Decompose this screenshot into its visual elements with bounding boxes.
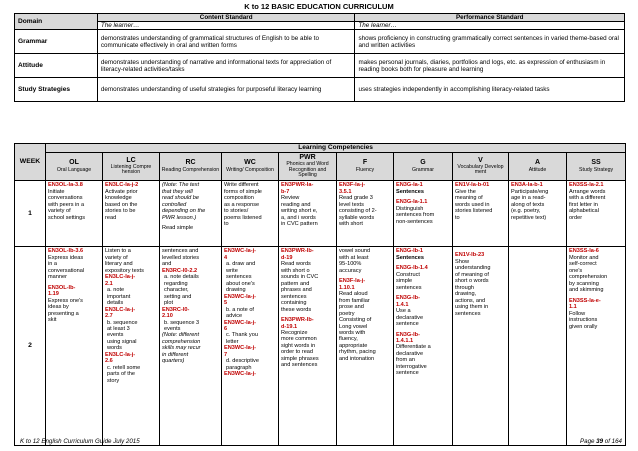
competency-text: writing short e, xyxy=(281,208,318,215)
content-standard-header: Content Standard xyxy=(97,14,355,22)
competency-text: manner xyxy=(48,274,67,281)
competency-text: simple phrases xyxy=(281,355,319,362)
competency-text: alphabetical xyxy=(569,208,599,215)
competency-code: EN3WC-Ia-j- xyxy=(224,371,257,378)
competency-text: Read simple xyxy=(162,225,194,232)
performance-standard-grammar: shows proficiency in constructing grammatically correct sentences in varied theme-based oral and written activities xyxy=(355,30,625,54)
competency-text: of meaning of xyxy=(455,271,489,278)
competency-code: EN3OL-Ib-3.6 xyxy=(48,248,84,255)
competency-text: school settings xyxy=(48,214,86,221)
competency-cell-wc xyxy=(222,247,279,446)
competency-text: fluency, xyxy=(339,336,358,343)
competency-text: reading and xyxy=(281,201,311,208)
competency-text: Sentences xyxy=(396,254,424,261)
competency-cell-g xyxy=(394,247,453,446)
competency-text: plot xyxy=(164,300,174,307)
competency-text: order xyxy=(569,214,583,221)
competency-text: Long vowel xyxy=(339,323,368,330)
competency-code: EN3OL-Ib- xyxy=(48,284,76,291)
column-code: A xyxy=(534,159,541,167)
competency-text: regarding xyxy=(164,280,188,287)
column-header-g xyxy=(394,152,453,181)
column-name: Phonics and Word Recognition and Spelling xyxy=(286,160,329,179)
competency-text: rhythm, pacing xyxy=(339,349,376,356)
competency-text: Monitor and xyxy=(569,254,599,261)
competency-cell-ol xyxy=(46,247,103,446)
competency-text: actions, and xyxy=(455,297,486,304)
competency-text: one's xyxy=(569,267,583,274)
competency-text: phrases and xyxy=(281,287,312,294)
competency-text: based on the xyxy=(105,201,138,208)
competency-text: levelled stories xyxy=(162,254,199,261)
competency-text: read should be xyxy=(162,195,200,202)
competency-text: events xyxy=(107,332,124,339)
competency-code: 2.10 xyxy=(162,313,173,320)
competency-text: stories listened xyxy=(455,208,493,215)
competency-text: presenting a xyxy=(48,310,79,317)
competency-text: Follow xyxy=(569,310,586,317)
competency-text: skit xyxy=(48,317,57,324)
competency-code: EN3A-Ia-b-1 xyxy=(511,182,543,189)
competency-code: EN3PWR-Ib- xyxy=(281,248,314,255)
column-code: RC xyxy=(185,159,196,167)
competency-text: d. descriptive xyxy=(226,358,259,365)
competency-code: EN3G-Ia-1 xyxy=(396,182,423,189)
competency-code: 1.1 xyxy=(569,304,577,311)
competency-text: parts of the xyxy=(107,371,135,378)
competency-text: Consisting of xyxy=(339,317,372,324)
competency-text: skills may recur xyxy=(162,345,201,352)
competency-text: as a response xyxy=(224,201,260,208)
competency-text: details xyxy=(107,300,124,307)
competency-text: declarative xyxy=(396,314,424,321)
competency-text: to stories/ xyxy=(224,208,249,215)
competency-code: EN3LC-Ia-j- xyxy=(105,351,136,358)
competency-text: forms of simple xyxy=(224,188,262,195)
competency-code: 1.10.1 xyxy=(339,284,355,291)
competency-text: variety of xyxy=(48,208,71,215)
competency-text: with short o xyxy=(281,267,310,274)
competency-text: comprehension xyxy=(569,274,608,281)
competency-text: a. draw and xyxy=(226,261,256,268)
competency-cell-v xyxy=(453,247,509,446)
column-name: Study Strategy xyxy=(579,166,614,173)
competency-cell-lc xyxy=(103,181,160,247)
competency-text: that they will xyxy=(162,188,193,195)
competency-code: EN1V-Ib-23 xyxy=(455,252,485,259)
competency-text: containing xyxy=(281,300,307,307)
competency-text: pattern and xyxy=(281,280,310,287)
competency-text: (Note: The text xyxy=(162,182,199,189)
column-code: PWR xyxy=(299,153,316,161)
competency-cell-ol xyxy=(46,181,103,247)
column-code: SS xyxy=(591,159,601,167)
column-name: Oral Language xyxy=(56,166,92,173)
competency-cell-ss xyxy=(567,181,626,247)
column-header-wc xyxy=(222,152,279,181)
performance-standard-header: Performance Standard xyxy=(355,14,625,22)
competency-code: 6 xyxy=(224,326,228,332)
competency-text: a, and i words xyxy=(281,214,316,221)
competency-code: EN3WC-Ia-j- xyxy=(224,319,257,326)
competency-text: in CVC pattern xyxy=(281,221,318,228)
competency-code: EN3F-Ia-j- xyxy=(339,278,366,285)
footer-guide-title: K to 12 English Curriculum Guide July 2015 xyxy=(20,438,140,445)
week-header: WEEK xyxy=(15,144,46,181)
column-name: Grammar xyxy=(412,166,434,173)
competency-code: EN3PWR-Ib- xyxy=(281,317,314,324)
competency-code: 3.5.1 xyxy=(339,188,352,195)
column-code: LC xyxy=(126,156,136,164)
competency-text: Read aloud xyxy=(339,291,368,298)
competency-cell-ss xyxy=(567,247,626,446)
column-header-f xyxy=(337,152,394,181)
domain-study-strategies: Study Strategies xyxy=(15,78,98,102)
competency-text: about one's xyxy=(226,280,255,287)
competency-text: self-correct xyxy=(569,261,597,268)
competency-text: Arrange words xyxy=(569,188,606,195)
competency-text: drawing, xyxy=(455,291,477,298)
competency-code: 2.6 xyxy=(105,358,113,365)
competency-cell-pwr xyxy=(279,181,337,247)
standards-table xyxy=(14,13,625,102)
competency-code: b-7 xyxy=(281,188,290,195)
competency-code: 2.7 xyxy=(105,313,113,320)
performance-standard-subheader: The learner… xyxy=(355,22,625,30)
competency-code: EN3WC-Ia-j- xyxy=(224,248,257,255)
competency-text: comprehension xyxy=(162,338,201,345)
competency-text: poems listened xyxy=(224,214,262,221)
column-name: Vocabulary Develop ment xyxy=(457,163,504,176)
competency-text: prose and xyxy=(339,304,364,311)
competency-text: setting and xyxy=(164,293,192,300)
competency-text: knowledge xyxy=(105,195,132,202)
competency-code: EN1V-Ia-b-01 xyxy=(455,182,490,189)
column-header-ss xyxy=(567,152,626,181)
competency-text: PWR lesson.) xyxy=(162,214,197,221)
competency-cell-v xyxy=(453,181,509,247)
competency-text: simple xyxy=(396,278,413,285)
competency-text: c. retell some xyxy=(107,364,141,371)
competency-text: declarative xyxy=(396,350,424,357)
domain-attitude: Attitude xyxy=(15,54,98,78)
competency-text: expository texts xyxy=(105,267,144,274)
competency-text: Differentiate a xyxy=(396,344,431,351)
competency-text: Sentences xyxy=(396,188,424,195)
competency-text: read xyxy=(105,214,117,221)
competency-cell-f xyxy=(337,247,394,446)
competency-code: d-19 xyxy=(281,254,293,261)
competency-text: along of texts xyxy=(511,201,545,208)
page-title: K to 12 BASIC EDUCATION CURRICULUM xyxy=(244,2,394,11)
competency-text: with at least xyxy=(339,254,369,261)
column-header-pwr xyxy=(279,152,337,181)
competency-text: stories to be xyxy=(105,208,136,215)
competency-text: (e.g. poetry, xyxy=(511,208,541,215)
competency-text: non-sentences xyxy=(396,218,433,225)
competency-text: first letter in xyxy=(569,201,598,208)
competency-cell-rc xyxy=(160,181,222,247)
competency-code: EN3OL-Ia-3.8 xyxy=(48,182,83,189)
competency-code: 4 xyxy=(224,254,228,261)
competency-code: EN3SS-Ia-2.1 xyxy=(569,182,604,189)
competency-text: to xyxy=(224,221,229,228)
competency-code: EN3RC-I0-2.2 xyxy=(162,267,198,274)
competency-text: conversational xyxy=(48,267,85,274)
competency-text: given orally xyxy=(569,323,598,330)
competency-text: meaning of xyxy=(455,195,483,202)
competency-text: and skimming xyxy=(569,287,604,294)
column-code: F xyxy=(362,159,368,167)
competency-code: EN3G-Ia-1.1 xyxy=(396,199,428,206)
competency-text: b. a note of xyxy=(226,306,254,313)
competency-text: Distinguish xyxy=(396,205,424,212)
competency-code: EN3LC-Ia-j- xyxy=(105,306,136,313)
competency-text: Show xyxy=(455,258,469,265)
competency-code: 1.19 xyxy=(48,291,59,298)
competency-text: age in a read- xyxy=(511,195,546,202)
competency-text: using signal xyxy=(107,338,137,345)
current-page: 39 xyxy=(596,438,604,445)
column-code: WC xyxy=(244,159,256,167)
competency-text: Activate prior xyxy=(105,188,138,195)
competency-code: EN3PWR-Ia- xyxy=(281,182,314,189)
competency-code: EN3SS-Ia-6 xyxy=(569,248,599,255)
competency-code: 5 xyxy=(224,300,228,307)
competency-code: 1.4.1 xyxy=(396,301,409,308)
competency-text: c. Thank you xyxy=(226,332,258,339)
competency-text: sentences xyxy=(455,310,481,317)
competency-text: controlled xyxy=(162,201,187,208)
competency-text: sentences xyxy=(396,284,422,291)
column-header-ol xyxy=(46,152,103,181)
competency-text: understanding xyxy=(455,265,491,272)
competency-text: in a xyxy=(48,261,58,268)
competency-text: Construct xyxy=(396,271,420,278)
competency-cell-g xyxy=(394,181,453,247)
competency-cell-a xyxy=(509,181,567,247)
competency-code: EN3WC-Ia-j- xyxy=(224,345,257,352)
domain-grammar: Grammar xyxy=(15,30,98,54)
footer-page-number: Page 39 of 164 xyxy=(580,438,622,445)
learning-competencies-header: Learning Competencies xyxy=(46,144,626,153)
competency-text: a. note xyxy=(107,287,125,294)
competency-text: in different xyxy=(162,351,189,358)
competency-code: EN3LC-Ia-j-2 xyxy=(105,182,139,189)
learning-competencies-table xyxy=(14,143,626,446)
competency-text: literary and xyxy=(105,261,133,268)
column-code: V xyxy=(478,156,483,164)
competency-text: Review xyxy=(281,195,300,202)
competency-text: sentences xyxy=(226,274,252,281)
column-header-rc xyxy=(160,152,222,181)
competency-text: and intonation xyxy=(339,355,375,362)
competency-text: by scanning xyxy=(569,280,599,287)
competency-text: from an xyxy=(396,357,415,364)
competency-text: story xyxy=(107,377,120,384)
competency-text: Express ideas xyxy=(48,254,84,261)
competency-text: Use a xyxy=(396,308,411,315)
week-number: 2 xyxy=(15,247,46,446)
column-header-a xyxy=(509,152,567,181)
competency-code: EN3G-Ib-1 xyxy=(396,248,424,255)
competency-text: ideas by xyxy=(48,304,69,311)
column-name: Attitude xyxy=(528,166,547,173)
performance-standard-attitude: makes personal journals, diaries, portfolios and logs, etc. as expression of enthusiasm in reading books both for pleasure and learning xyxy=(355,54,625,78)
competency-text: write xyxy=(226,267,238,274)
competency-text: conversations xyxy=(48,195,83,202)
competency-text: sentences xyxy=(281,293,307,300)
competency-text: accuracy xyxy=(339,267,362,274)
competency-text: Listen to a xyxy=(105,248,131,255)
competency-text: and sentences xyxy=(281,362,318,369)
competency-text: sentence xyxy=(396,321,419,328)
column-name: Writing/ Composition xyxy=(226,166,274,173)
domain-header: Domain xyxy=(15,14,98,30)
competency-text: sentences and xyxy=(162,248,199,255)
competency-text: instructions xyxy=(569,317,598,324)
competency-cell-pwr xyxy=(279,247,337,446)
competency-code: 7 xyxy=(224,351,228,358)
competency-text: events xyxy=(164,326,181,332)
column-header-lc xyxy=(103,152,160,181)
competency-code: EN3G-Ib-1.4 xyxy=(396,265,428,272)
competency-text: with short xyxy=(339,221,363,228)
column-code: OL xyxy=(69,159,79,167)
competency-text: from familiar xyxy=(339,297,370,304)
competency-code: EN3G-Ib- xyxy=(396,295,420,302)
competency-text: at least 3 xyxy=(107,326,130,332)
competency-text: b. sequence xyxy=(107,319,138,326)
competency-text: character, xyxy=(164,287,189,294)
competency-text: appropriate xyxy=(339,342,368,349)
competency-text: 95-100% xyxy=(339,261,362,268)
competency-code: EN3LC-Ia-j- xyxy=(105,274,136,281)
competency-text: paragraph xyxy=(226,364,252,371)
competency-text: important xyxy=(107,293,131,300)
competency-text: Participate/eng xyxy=(511,188,549,195)
competency-text: through xyxy=(455,284,474,291)
competency-text: vowel sound xyxy=(339,248,371,255)
competency-code: EN3F-Ia-j- xyxy=(339,182,366,189)
competency-text: with a different xyxy=(569,195,606,202)
competency-text: syllable words xyxy=(339,214,375,221)
column-header-v xyxy=(453,152,509,181)
competency-text: Initiate xyxy=(48,188,65,195)
competency-text: interrogative xyxy=(396,363,427,370)
competency-text: using them in xyxy=(455,304,489,311)
competency-cell-a xyxy=(509,247,567,446)
content-standard-subheader: The learner… xyxy=(97,22,355,30)
competency-text: words used in xyxy=(455,201,490,208)
competency-text: Express one's xyxy=(48,297,83,304)
competency-cell-lc xyxy=(103,247,160,446)
competency-text: advice xyxy=(226,313,243,320)
competency-text: variety of xyxy=(105,254,128,261)
competency-text: and xyxy=(162,261,172,268)
competency-text: sentences from xyxy=(396,212,435,219)
competency-text: depending on the xyxy=(162,208,206,215)
competency-code: EN3RC-I0- xyxy=(162,306,190,313)
competency-code: EN3WC-Ia-j- xyxy=(224,293,257,300)
content-standard-grammar: demonstrates understanding of grammatical structures of English to be able to communicate effectively in oral and written forms xyxy=(97,30,355,54)
competency-code: EN3G-Ib- xyxy=(396,331,420,338)
competency-text: to xyxy=(455,214,460,221)
performance-standard-study-strategies: uses strategies independently in accomplishing literacy-related tasks xyxy=(355,78,625,102)
competency-code: 1.4.1.1 xyxy=(396,338,414,344)
column-name: Listening Compre hension xyxy=(110,163,152,176)
competency-text: words with xyxy=(339,330,366,336)
competency-text: composition xyxy=(224,195,254,202)
competency-text: quarters) xyxy=(162,358,185,365)
competency-text: with peers in a xyxy=(48,201,85,208)
content-standard-study-strategies: demonstrates understanding of useful strategies for purposeful literacy learning xyxy=(97,78,355,102)
competency-text: Read words xyxy=(281,261,311,268)
competency-text: more common xyxy=(281,336,317,343)
competency-text: sight words in xyxy=(281,342,316,349)
competency-text: Write different xyxy=(224,182,259,189)
competency-text: repetitive text) xyxy=(511,214,547,221)
competency-code: d-19.1 xyxy=(281,323,298,330)
content-standard-attitude: demonstrates understanding of narrative and informational texts for appreciation of literacy-related activities/tasks xyxy=(97,54,355,78)
competency-code: 2.1 xyxy=(105,280,113,287)
competency-text: sounds in CVC xyxy=(281,274,319,281)
column-code: G xyxy=(420,159,426,167)
competency-cell-rc xyxy=(160,247,222,446)
week-number: 1 xyxy=(15,181,46,247)
competency-text: poetry xyxy=(339,310,355,317)
competency-text: letter xyxy=(226,338,239,345)
competency-text: these words xyxy=(281,306,312,313)
competency-text: drawing xyxy=(226,287,246,294)
competency-text: short o words xyxy=(455,278,489,285)
competency-text: consisting of 2- xyxy=(339,208,377,215)
column-name: Fluency xyxy=(355,166,375,173)
competency-text: (Note: different xyxy=(162,332,199,339)
competency-text: Give the xyxy=(455,188,476,195)
competency-text: order to read xyxy=(281,349,314,356)
competency-code: EN3SS-Ia-e- xyxy=(569,297,601,304)
competency-text: a. note details xyxy=(164,274,199,281)
competency-text: words xyxy=(107,345,122,352)
competency-text: sentence xyxy=(396,370,419,377)
competency-cell-wc xyxy=(222,181,279,247)
competency-text: Read grade 3 xyxy=(339,195,373,202)
column-name: Reading Comprehension xyxy=(161,166,220,173)
competency-cell-f xyxy=(337,181,394,247)
competency-text: level texts xyxy=(339,201,364,208)
competency-text: b. sequence 3 xyxy=(164,319,200,326)
competency-text: Recognize xyxy=(281,330,308,336)
